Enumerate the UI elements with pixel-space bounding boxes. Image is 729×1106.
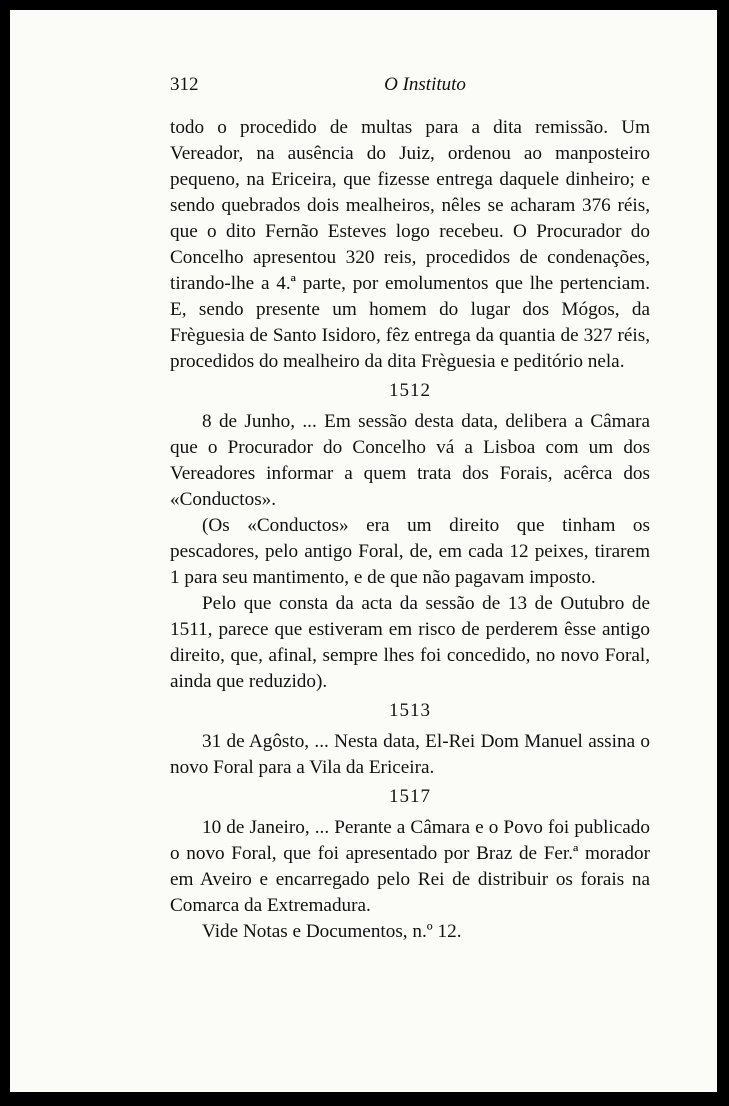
- intro-paragraph: todo o procedido de multas para a dita remissão. Um Vereador, na ausência do Juiz, ordenou ao manposteiro pequeno, na Ericeira, que fizesse entrega daquele dinheiro; e sendo quebrados dois mealheiros, nêles se acharam 376 réis, que o dito Fernão Esteves logo recebeu. O Procurador do Concelho apresentou 320 reis, procedidos de condenações, tirando-lhe a 4.ª parte, por emolumentos que lhe pertenciam. E, sendo presente um homem do lugar dos Mógos, da Frèguesia de Santo Isidoro, fêz entrega da quantia de 327 réis, procedidos do mealheiro da dita Frèguesia e peditório nela.: [170, 117, 650, 372]
- paragraph-1517-b: Vide Notas e Documentos, n.º 12.: [202, 921, 462, 942]
- paragraph-1517-a: 10 de Janeiro, ... Perante a Câmara e o Povo foi publicado o novo Foral, que foi apresentado por Braz de Fer.ª morador em Aveiro e encarregado pelo Rei de distribuir os forais na Comarca da Extremadura.: [170, 817, 650, 916]
- year-heading-1513: 1513: [389, 700, 431, 721]
- paragraph-1513: 31 de Agôsto, ... Nesta data, El-Rei Dom Manuel assina o novo Foral para a Vila da Ericeira.: [170, 731, 650, 778]
- page-number: 312: [170, 74, 199, 95]
- body-text: [170, 115, 650, 945]
- page-header: [170, 74, 650, 104]
- book-page: [10, 10, 717, 1092]
- paragraph-1512-c: Pelo que consta da acta da sessão de 13 de Outubro de 1511, parece que estiveram em risco de perderem êsse antigo direito, que, afinal, sempre lhes foi concedido, no novo Foral, ainda que reduzido).: [170, 593, 650, 692]
- year-heading-1517: 1517: [389, 786, 431, 807]
- paragraph-1512-a: 8 de Junho, ... Em sessão desta data, delibera a Câmara que o Procurador do Concelho vá a Lisboa com um dos Vereadores informar a quem trata dos Forais, acêrca dos «Conductos».: [170, 411, 650, 510]
- paragraph-1512-b: (Os «Conductos» era um direito que tinham os pescadores, pelo antigo Foral, de, em cada 12 peixes, tirarem 1 para seu mantimento, e de que não pagavam imposto.: [170, 515, 650, 588]
- year-heading-1512: 1512: [389, 380, 431, 401]
- running-title: O Instituto: [384, 74, 466, 95]
